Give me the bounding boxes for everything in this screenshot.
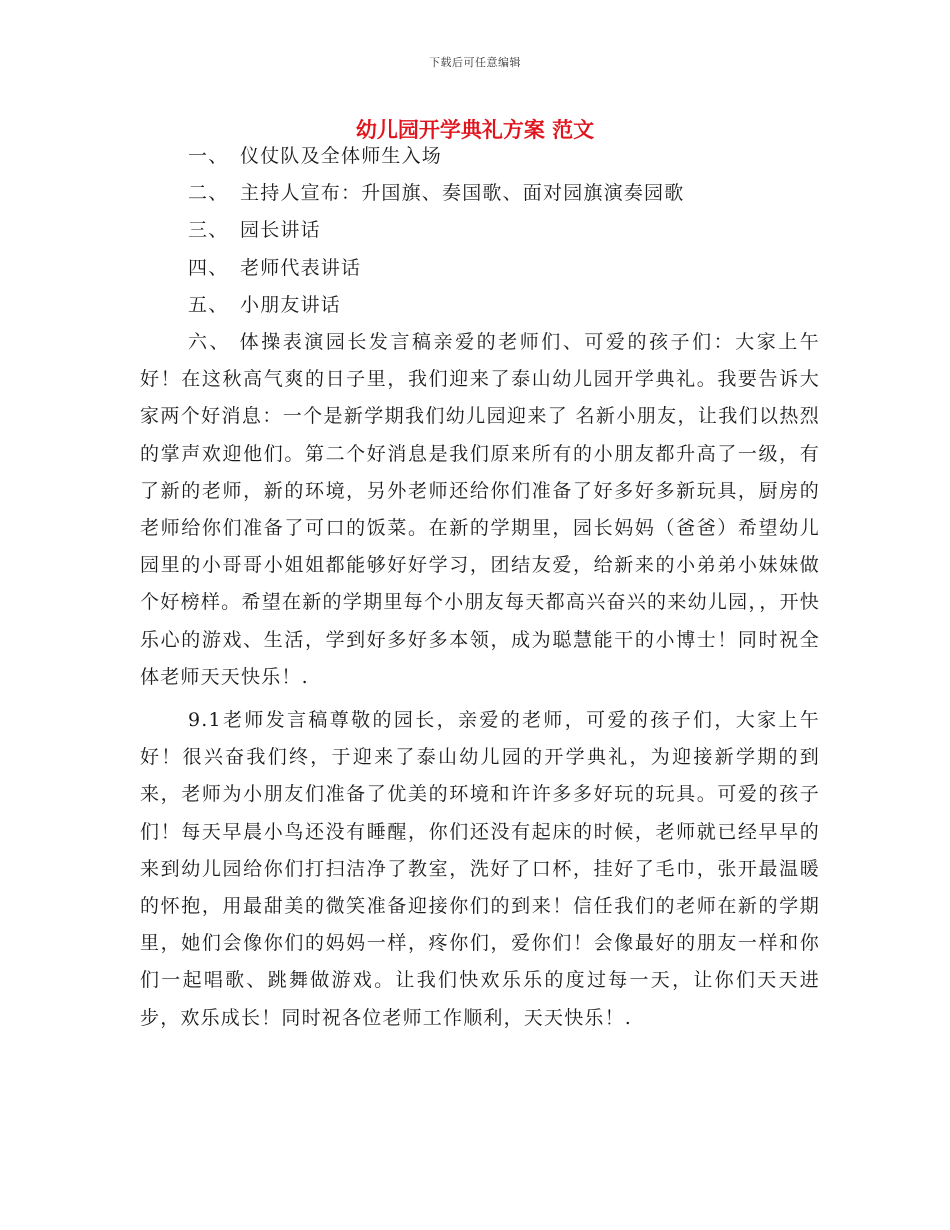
list-item [140, 138, 820, 175]
list-item-text: 老师代表讲话 [240, 256, 362, 279]
list-item [140, 250, 820, 287]
list-item-text: 园长讲话 [240, 219, 321, 242]
list-item-text: 小朋友讲话 [240, 293, 342, 316]
list-item-text: 主持人宣布：升国旗、奏国歌、面对园旗演奏园歌 [240, 182, 685, 205]
principal-speech-paragraph: 六、 体操表演园长发言稿亲爱的老师们、可爱的孩子们：大家上午好！在这秋高气爽的日子里，我们迎来了泰山幼儿园开学典礼。我要告诉大家两个好消息：一个是新学期我们幼儿园迎来了 名新小朋友，让我们以热烈的掌声欢迎他们。第二个好消息是我们原来所有的小朋友都升高了一级，有了新的老师，新的环境，另外老师还给你们准备了好多好多新玩具，厨房的老师给你们准备了可口的饭菜。在新的学期里，园长妈妈（爸爸）希望幼儿园里的小哥哥小姐姐都能够好好学习，团结友爱，给新来的小弟弟小妹妹做个好榜样。希望在新的学期里每个小朋友每天都高兴奋兴的来幼儿园，，开快乐心的游戏、生活，学到好多好多本领，成为聪慧能干的小博士！同时祝全体老师天天快乐！. [140, 331, 820, 688]
list-item-number: 三、 [188, 219, 229, 242]
list-item [140, 287, 820, 324]
list-item-number: 五、 [188, 293, 229, 316]
list-item [140, 212, 820, 249]
header-note: 下载后可任意编辑 [429, 56, 521, 69]
list-item-number: 二、 [188, 182, 229, 205]
document-body [140, 138, 820, 1037]
list-item-number: 一、 [188, 145, 229, 167]
list-item [140, 175, 820, 212]
teacher-speech-paragraph: 9.1老师发言稿尊敬的园长，亲爱的老师，可爱的孩子们，大家上午好！很兴奋我们终，于迎来了泰山幼儿园的开学典礼，为迎接新学期的到来，老师为小朋友们准备了优美的环境和许许多多好玩的玩具。可爱的孩子们！每天早晨小鸟还没有睡醒，你们还没有起床的时候，老师就已经早早的来到幼儿园给你们打扫洁净了教室，洗好了口杯，挂好了毛巾，张开最温暖的怀抱，用最甜美的微笑准备迎接你们的到来！信任我们的老师在新的学期里，她们会像你们的妈妈一样，疼你们，爱你们！会像最好的朋友一样和你们一起唱歌、跳舞做游戏。让我们快欢乐乐的度过每一天，让你们天天进步，欢乐成长！同时祝各位老师工作顺利，天天快乐！. [140, 709, 820, 1029]
document-title: 幼儿园开学典礼方案 范文 [355, 118, 595, 142]
list-item-number: 四、 [188, 256, 229, 279]
list-item-text: 仪仗队及全体师生入场 [240, 145, 443, 167]
